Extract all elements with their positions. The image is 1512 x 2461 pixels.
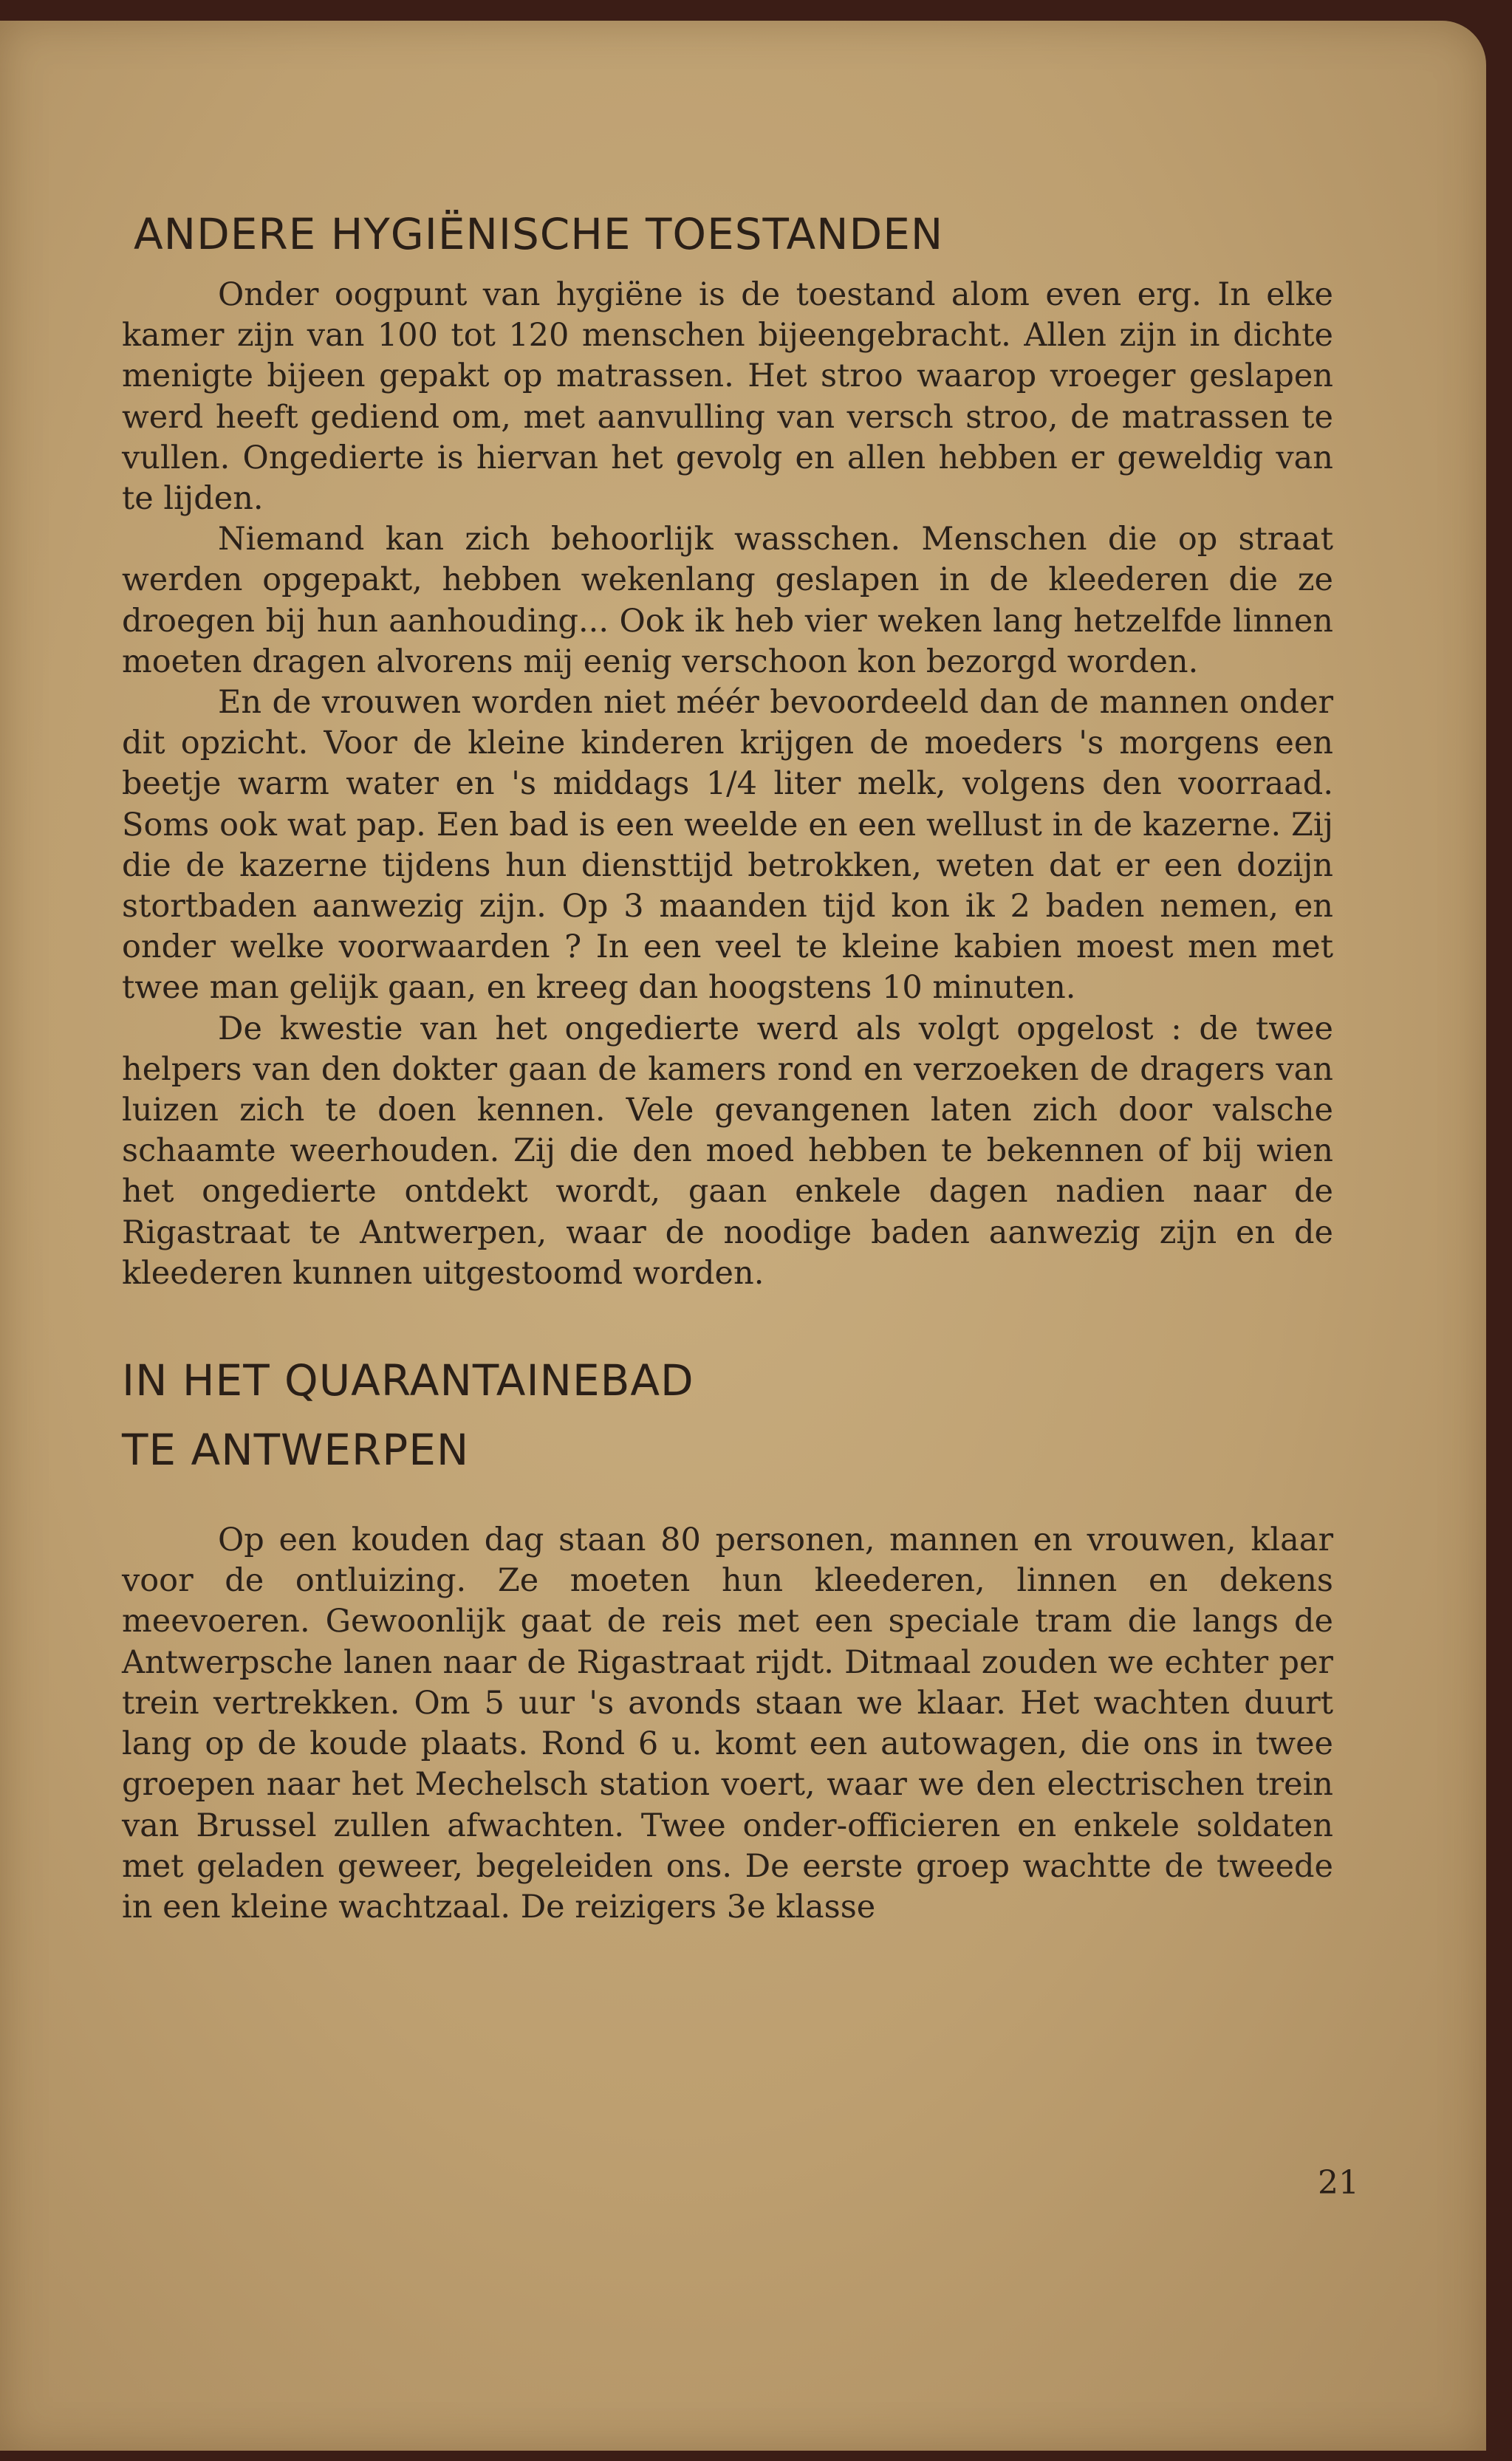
heading-line-2: TE ANTWERPEN: [122, 1425, 470, 1476]
page-number: 21: [1318, 2164, 1359, 2202]
paragraph-5: Op een kouden dag staan 80 personen, mannen en vrouwen, klaar voor de ontluizing. Ze moeten hun kleederen, linnen en dekens meevoeren. Gewoonlijk gaat de reis met een speciale tram die langs de Antwerpsche lanen naar de Rigastraat rijdt. Ditmaal zouden we echter per trein vertrekken. Om 5 uur 's avonds staan we klaar. Het wachten duurt lang op de koude plaats. Rond 6 u. komt een autowagen, die ons in twee groepen naar het Mechelsch station voert, waar we den electrischen trein van Brussel zullen afwachten. Twee onder-officieren en enkele soldaten met geladen geweer, begeleiden ons. De eerste groep wachtte de tweede in een kleine wachtzaal. De reizigers 3e klasse: [122, 1522, 1333, 1926]
heading-line-1: IN HET QUARANTAINEBAD: [122, 1355, 694, 1406]
paragraph-3: En de vrouwen worden niet méér bevoordeeld dan de mannen onder dit opzicht. Voor de kleine kinderen krijgen de moeders 's morgens een beetje warm water en 's middags 1/4 liter melk, volgens den voorraad. Soms ook wat pap. Een bad is een weelde en een wellust in de kazerne. Zij die de kazerne tijdens hun diensttijd betrokken, weten dat er een dozijn stortbaden aanwezig zijn. Op 3 maanden tijd kon ik 2 baden nemen, en onder welke voorwaarden ? In een veel te kleine kabien moest men met twee man gelijk gaan, en kreeg dan hoogstens 10 minuten.: [122, 684, 1333, 1007]
paragraph-2: Niemand kan zich behoorlijk wasschen. Menschen die op straat werden opgepakt, hebben wekenlang geslapen in de kleederen die ze droegen bij hun aanhouding... Ook ik heb vier weken lang hetzelfde linnen moeten dragen alvorens mij eenig verschoon kon bezorgd worden.: [122, 521, 1333, 680]
paragraph-1: Onder oogpunt van hygiëne is de toestand alom even erg. In elke kamer zijn van 100 tot 120 menschen bijeengebracht. Allen zijn in dichte menigte bijeen gepakt op matrassen. Het stroo waarop vroeger geslapen werd heeft gediend om, met aanvulling van versch stroo, de matrassen te vullen. Ongedierte is hiervan het gevolg en allen hebben er geweldig van te lijden.: [122, 276, 1333, 518]
section-heading-hygiene: ANDERE HYGIËNISCHE TOESTANDEN: [134, 209, 944, 259]
paragraph-4: De kwestie van het ongedierte werd als volgt opgelost : de twee helpers van den dokter gaan de kamers rond en verzoeken de dragers van luizen zich te doen kennen. Vele gevangenen laten zich door valsche schaamte weerhouden. Zij die den moed hebben te bekennen of bij wien het ongedierte ontdekt wordt, gaan enkele dagen nadien naar de Rigastraat te Antwerpen, waar de noodige baden aanwezig zijn en de kleederen kunnen uitgestoomd worden.: [122, 1010, 1333, 1292]
page-content: [122, 199, 1333, 1928]
section-heading-quarantine: [122, 1346, 1333, 1485]
